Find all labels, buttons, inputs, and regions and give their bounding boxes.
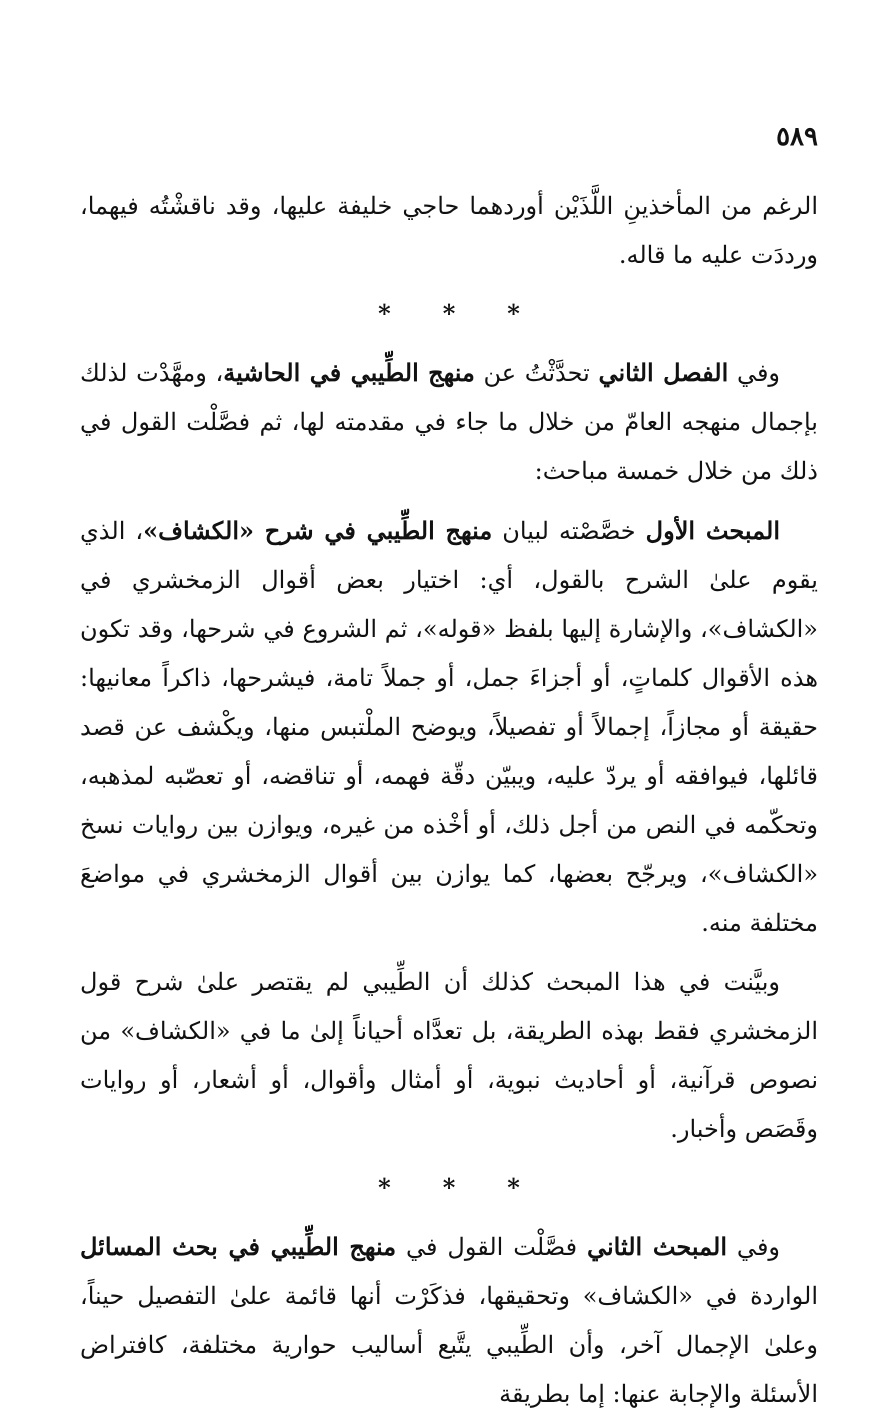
separator-star: * [442, 299, 456, 328]
paragraph-text: الواردة في «الكشاف» وتحقيقها، فذكَرْت أنها قائمة علىٰ التفصيل حيناً، وعلىٰ الإجمال آخر، وأن الطِّيبي يتَّبع أساليب حوارية مختلفة، كافتراض الأسئلة والإجابة عنها: إما بطريقة [80, 1282, 818, 1408]
bold-term: منهج الطِّيبي في الحاشية [223, 358, 475, 387]
paragraph-first-section-note [80, 958, 818, 1154]
paragraph-lead: وفي [728, 359, 781, 387]
paragraph-first-section [80, 506, 818, 948]
paragraph-lead: وفي [727, 1233, 781, 1261]
bold-term: منهج الطِّيبي في شرح «الكشاف» [143, 516, 493, 545]
page-number: ٥٨٩ [776, 122, 818, 152]
separator-star: * [378, 1173, 391, 1202]
paragraph-text: ، ومهَّدْت لذلك بإجمال منهجه العامّ من خلال ما جاء في مقدمته لها، ثم فصَّلْت القول في ذلك من خلال خمسة مباحث: [80, 359, 818, 485]
separator-star: * [507, 299, 520, 328]
separator-star: * [507, 1173, 520, 1202]
paragraph-intro-continuation [80, 182, 818, 280]
paragraph-text: فصَّلْت القول في [396, 1233, 587, 1261]
paragraph-text: وبيَّنت في هذا المبحث كذلك أن الطِّيبي لم يقتصر علىٰ شرح قول الزمخشري فقط بهذه الطريقة، بل تعدَّاه أحياناً إلىٰ ما في «الكشاف» من نصوص قرآنية، أو أحاديث نبوية، أو أمثال وأقوال، أو أشعار، أو روايات وقَصَص وأخبار. [80, 968, 818, 1143]
separator-star: * [442, 1173, 456, 1202]
paragraph-text: ، الذي يقوم علىٰ الشرح بالقول، أي: اختيار بعض أقوال الزمخشري في «الكشاف»، والإشارة إليها بلفظ «قوله»، ثم الشروع في شرحها، وقد تكون هذه الأقوال كلماتٍ، أو أجزاءَ جمل، أو جملاً تامة، فيشرحها، ذاكراً معانيها: حقيقة أو مجازاً، إجمالاً أو تفصيلاً، ويوضح الملْتبس منها، ويكْشف عن قصد قائلها، فيوافقه أو يردّ عليه، ويبيّن دقّة فهمه، أو تناقضه، أو تعصّبه لمذهبه، وتحكّمه في النص من أجل ذلك، أو أخْذه من غيره، ويوازن بين روايات نسخ «الكشاف»، ويرجّح بعضها، كما يوازن بين أقوال الزمخشري في مواضعَ مختلفة منه. [80, 517, 818, 937]
separator-star: * [378, 299, 391, 328]
paragraph-chapter-two [80, 348, 818, 496]
paragraph-second-section [80, 1222, 818, 1419]
paragraph-text: الرغم من المأخذينِ اللَّذَيْن أوردهما حاجي خليفة عليها، وقد ناقشْتُه فيهما، ورددَت عليه ما قاله. [80, 192, 818, 269]
bold-term: منهج الطِّيبي في بحث المسائل [80, 1232, 397, 1261]
paragraph-text: تحدَّثْتُ عن [474, 359, 599, 387]
section-separator [80, 284, 818, 344]
paragraph-text: خصَّصْته لبيان [492, 517, 646, 545]
document-page [80, 122, 818, 1419]
section-separator [80, 1158, 818, 1218]
bold-term: المبحث الأول [645, 516, 780, 545]
bold-term: المبحث الثاني [586, 1232, 728, 1261]
bold-term: الفصل الثاني [598, 358, 729, 387]
